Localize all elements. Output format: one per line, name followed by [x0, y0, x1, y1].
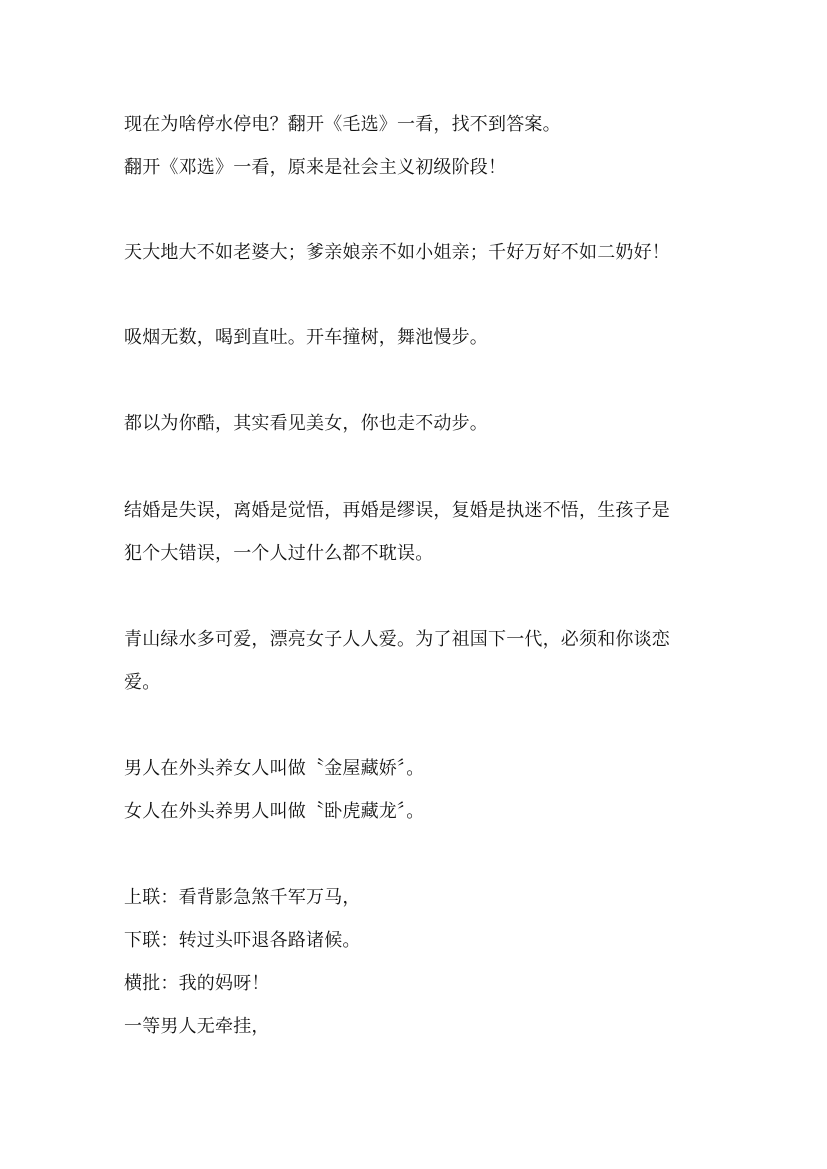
text-line: 爱。: [124, 672, 161, 693]
text-line: 吸烟无数，喝到直吐。开车撞树，舞池慢步。: [124, 327, 488, 348]
text-line: 男人在外头养女人叫做〝金屋藏娇〞。: [124, 758, 425, 779]
text-line: 天大地大不如老婆大；爹亲娘亲不如小姐亲；千好万好不如二奶好！: [124, 242, 670, 263]
text-line: 横批：我的妈呀！: [124, 973, 270, 994]
text-line: 上联：看背影急煞千军万马，: [124, 887, 361, 908]
text-line: 青山绿水多可爱，漂亮女子人人爱。为了祖国下一代，必须和你谈恋: [124, 629, 670, 650]
text-line: 下联：转过头吓退各路诸候。: [124, 930, 361, 951]
text-line: 都以为你酷，其实看见美女，你也走不动步。: [124, 413, 488, 434]
text-line: 结婚是失误，离婚是觉悟，再婚是缪误，复婚是执迷不悟，生孩子是: [124, 500, 670, 521]
text-line: 犯个大错误，一个人过什么都不耽误。: [124, 543, 434, 564]
text-line: 一等男人无牵挂，: [124, 1016, 270, 1037]
text-line: 现在为啥停水停电？翻开《毛选》一看，找不到答案。: [124, 114, 561, 135]
text-line: 翻开《邓选》一看，原来是社会主义初级阶段！: [124, 157, 507, 178]
text-line: 女人在外头养男人叫做〝卧虎藏龙〞。: [124, 801, 425, 822]
